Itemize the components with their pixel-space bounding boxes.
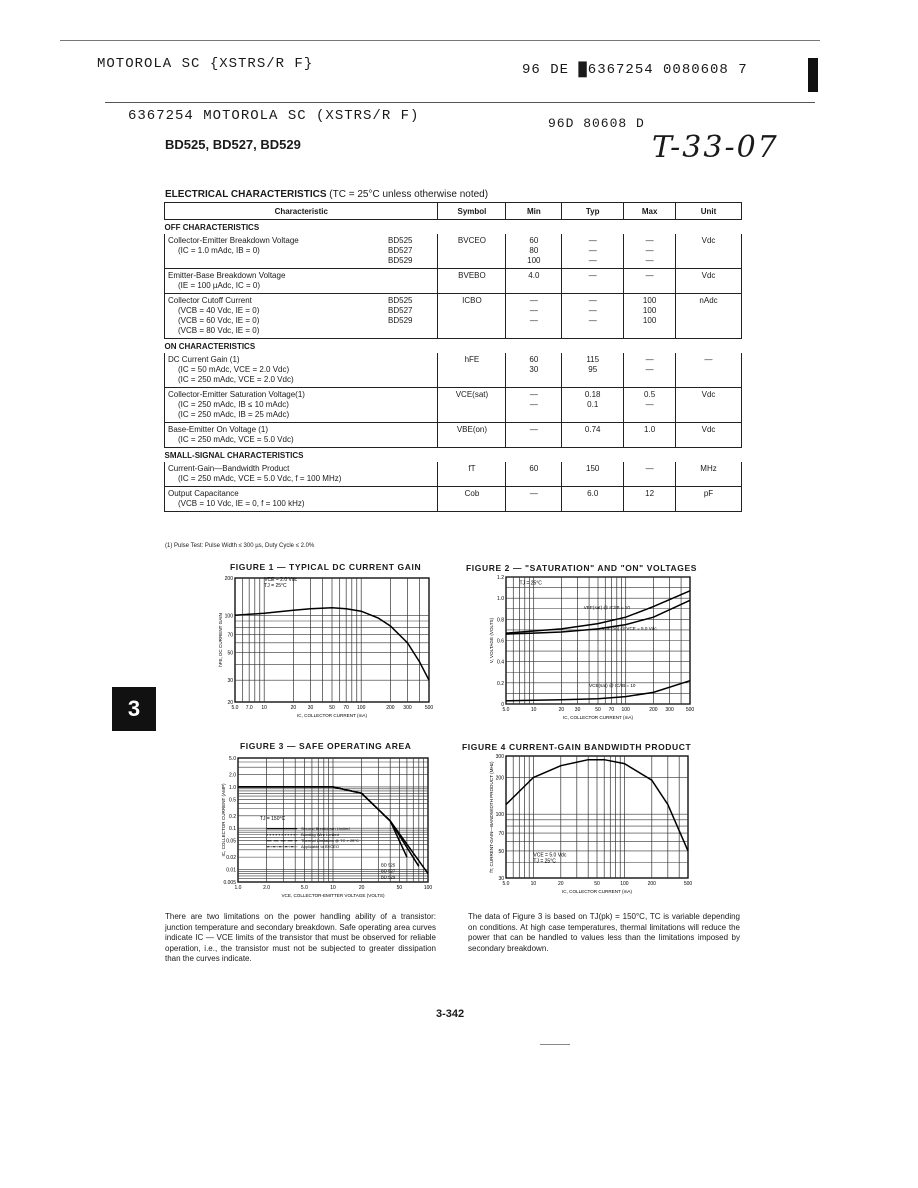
symbol-cell: hFE: [438, 353, 506, 388]
table-row: [165, 388, 742, 423]
unit-cell: nAdc: [676, 294, 742, 339]
device-list: [412, 390, 434, 420]
min-cell: — — —: [506, 294, 562, 339]
symbol-cell: BVCEO: [438, 234, 506, 269]
y-tick-label: 0.4: [497, 659, 504, 666]
handwritten-code: T-33-07: [652, 130, 779, 165]
x-tick-label: 100: [357, 705, 366, 711]
y-tick-label: 50: [498, 848, 504, 855]
characteristic-cell: [165, 353, 438, 388]
max-cell: 0.5 —: [624, 388, 676, 423]
symbol-cell: ICBO: [438, 294, 506, 339]
y-tick-label: 0.2: [229, 813, 236, 820]
symbol-cell: Cob: [438, 487, 506, 512]
x-tick-label: 200: [647, 881, 656, 887]
characteristic-cell: [165, 462, 438, 487]
x-tick-label: 20: [290, 705, 297, 711]
y-tick-label: 100: [495, 812, 504, 819]
y-tick-label: 0.5: [229, 797, 236, 804]
header-line-1-right: 96 DE █6367254 0080608 7: [522, 62, 748, 78]
x-tick-label: 200: [649, 707, 658, 713]
y-tick-label: 30: [227, 678, 233, 685]
x-tick-label: 100: [423, 885, 433, 891]
curve-label: VCE(sat) @ IC/IB = 10: [589, 683, 636, 689]
device-label: BD 527: [380, 868, 396, 874]
section-small-signal: SMALL-SIGNAL CHARACTERISTICS: [164, 451, 304, 460]
x-tick-label: 200: [386, 705, 395, 711]
max-cell: — — —: [624, 234, 676, 269]
x-tick-label: 5.0: [300, 885, 308, 891]
page-number: 3-342: [436, 1008, 465, 1020]
typ-cell: — — —: [562, 294, 624, 339]
y-tick-label: 0.6: [497, 638, 504, 645]
device-list: BD525 BD527 BD529: [388, 296, 413, 325]
table-row: [165, 294, 742, 339]
figure-1-title: FIGURE 1 — TYPICAL DC CURRENT GAIN: [230, 562, 422, 572]
y-tick-label: 1.0: [229, 784, 236, 791]
x-axis-label: IC, COLLECTOR CURRENT (mA): [562, 715, 634, 720]
y-tick-label: 70: [498, 831, 504, 838]
x-axis-label: VCE, COLLECTOR-EMITTER VOLTAGE (VOLTS): [281, 893, 385, 898]
test-condition: (IC = 250 mAdc, VCE = 5.0 Vdc): [178, 435, 294, 444]
typ-cell: 0.18 0.1: [562, 388, 624, 423]
x-tick-label: 20: [558, 881, 564, 887]
unit-cell: Vdc: [676, 423, 742, 448]
max-cell: — —: [624, 353, 676, 388]
test-condition: (IC = 1.0 mAdc, IB = 0): [178, 246, 260, 255]
figure-1-chart: [205, 572, 445, 732]
chart-condition: VCE = 2.0 Vdc: [264, 576, 298, 583]
x-tick-label: 300: [665, 707, 674, 713]
legend-entry: Second Breakdown Limited: [300, 826, 350, 832]
typ-cell: 6.0: [562, 487, 624, 512]
figure-3-title: FIGURE 3 — SAFE OPERATING AREA: [240, 741, 412, 751]
y-tick-label: 1.0: [497, 596, 504, 603]
typ-cell: 150: [562, 462, 624, 487]
min-cell: — —: [506, 388, 562, 423]
typ-cell: 115 95: [562, 353, 624, 388]
characteristic-cell: [165, 388, 438, 423]
characteristic-name: Collector Cutoff Current: [168, 296, 252, 305]
thermal-paragraph: The data of Figure 3 is based on TJ(pk) = 150°C, TC is variable depending on conditions. At high case temperatures, thermal limitations will reduce the power that can be handled to values less than the limitations imposed by secondary breakdown.: [468, 912, 740, 953]
x-tick-label: 10: [530, 881, 537, 887]
min-cell: 60 80 100: [506, 234, 562, 269]
part-numbers: BD525, BD527, BD529: [165, 137, 301, 152]
unit-cell: Vdc: [676, 234, 742, 269]
scan-mark: [808, 58, 818, 92]
min-cell: 4.0: [506, 269, 562, 294]
x-tick-label: 30: [574, 707, 581, 713]
max-cell: 12: [624, 487, 676, 512]
min-cell: 60: [506, 462, 562, 487]
col-header: Typ: [562, 203, 624, 220]
figure-2-chart: [478, 573, 710, 731]
x-tick-label: 5.0: [502, 707, 510, 713]
table-footnote: (1) Pulse Test: Pulse Width ≤ 300 µs, Duty Cycle ≤ 2.0%: [165, 543, 315, 549]
test-condition: (IC = 50 mAdc, VCE = 2.0 Vdc) (IC = 250 mAdc, VCE = 2.0 Vdc): [178, 365, 294, 384]
y-tick-label: 2.0: [229, 772, 236, 779]
x-tick-label: 70: [608, 707, 615, 713]
y-tick-label: 0.1: [229, 826, 236, 833]
test-condition: (VCB = 40 Vdc, IE = 0) (VCB = 60 Vdc, IE = 0) (VCB = 80 Vdc, IE = 0): [178, 306, 260, 335]
header-line-2: 6367254 MOTOROLA SC (XSTRS/R F): [128, 108, 420, 124]
min-cell: 60 30: [506, 353, 562, 388]
y-axis-label: V, VOLTAGE (VOLTS): [489, 617, 494, 664]
figure-3-chart: [208, 752, 448, 910]
chart-condition: TJ = 25°C: [264, 582, 287, 589]
device-list: [412, 464, 434, 484]
y-tick-label: 0.2: [497, 680, 504, 687]
x-tick-label: 500: [685, 707, 695, 713]
scan-line-top: [60, 40, 820, 41]
x-tick-label: 100: [621, 707, 630, 713]
y-axis-label: IC, COLLECTOR CURRENT (AMP): [221, 783, 226, 857]
x-tick-label: 100: [620, 881, 629, 887]
x-tick-label: 30: [307, 705, 314, 711]
characteristic-name: Base-Emitter On Voltage (1): [168, 425, 269, 434]
characteristic-cell: [165, 234, 438, 269]
table-title-condition: (TC = 25°C unless otherwise noted): [329, 189, 489, 200]
symbol-cell: VBE(on): [438, 423, 506, 448]
x-tick-label: 50: [329, 705, 335, 711]
y-tick-label: 5.0: [229, 756, 236, 762]
y-tick-label: 300: [495, 754, 504, 760]
min-cell: —: [506, 423, 562, 448]
y-tick-label: 20: [227, 700, 233, 706]
header-line-2-right: 96D 80608 D: [548, 116, 645, 131]
unit-cell: Vdc: [676, 388, 742, 423]
curve-label: VBE(on) @ VCE = 5.0 Vdc: [601, 625, 657, 631]
typ-cell: —: [562, 269, 624, 294]
characteristic-name: Output Capacitance: [168, 489, 239, 498]
y-tick-label: 0.005: [223, 880, 236, 886]
typ-cell: — — —: [562, 234, 624, 269]
x-tick-label: 500: [683, 881, 693, 887]
device-list: [412, 271, 434, 291]
characteristic-cell: [165, 269, 438, 294]
max-cell: 1.0: [624, 423, 676, 448]
x-tick-label: 2.0: [263, 885, 271, 891]
col-header: Max: [624, 203, 676, 220]
section-tab: 3: [112, 687, 156, 731]
figure-4-chart: [476, 752, 710, 897]
x-tick-label: 10: [530, 707, 537, 713]
x-tick-label: 50: [396, 885, 403, 891]
max-cell: —: [624, 462, 676, 487]
table-row: [165, 423, 742, 448]
unit-cell: MHz: [676, 462, 742, 487]
x-tick-label: 300: [403, 705, 412, 711]
x-tick-label: 500: [424, 705, 434, 711]
x-axis-label: IC, COLLECTOR CURRENT (mA): [561, 889, 633, 894]
y-axis-label: hFE, DC CURRENT GAIN: [218, 613, 223, 667]
col-header: Min: [506, 203, 562, 220]
symbol-cell: VCE(sat): [438, 388, 506, 423]
unit-cell: —: [676, 353, 742, 388]
x-tick-label: 20: [358, 885, 365, 891]
y-tick-label: 50: [227, 650, 233, 657]
legend-entry: Bonding Wire Limited: [300, 832, 339, 838]
chart-condition: VCE = 5.0 Vdc: [533, 852, 567, 859]
unit-cell: Vdc: [676, 269, 742, 294]
header-rule: [105, 102, 815, 103]
characteristic-cell: [165, 487, 438, 512]
curve-label: VBE(sat) @ IC/IB = 10: [583, 604, 630, 610]
table-row: [165, 234, 742, 269]
header-line-1: MOTOROLA SC {XSTRS/R F}: [97, 56, 314, 72]
sola-paragraph: There are two limitations on the power handling ability of a transistor: junction temperature and secondary breakdown. Safe operating area curves indicate IC — VCE limits of the transistor that must be observed for reliable operation, i.e., the transistor must not be subjected to greater dissipation than the curves indicate.: [165, 912, 436, 963]
test-condition: (IC = 250 mAdc, VCE = 5.0 Vdc, f = 100 MHz): [178, 474, 342, 483]
chart-condition: TJ = 150°C: [259, 815, 286, 822]
y-tick-label: 1.2: [497, 575, 504, 581]
scan-mark-bottom: [540, 1044, 570, 1045]
characteristic-name: Collector-Emitter Breakdown Voltage: [168, 236, 299, 245]
x-tick-label: 20: [558, 707, 565, 713]
x-axis-label: IC, COLLECTOR CURRENT (mA): [296, 713, 368, 718]
x-tick-label: 50: [594, 881, 600, 887]
col-header: Characteristic: [165, 203, 438, 220]
x-tick-label: 10: [330, 885, 336, 891]
x-tick-label: 5.0: [502, 881, 510, 887]
table-title-text: ELECTRICAL CHARACTERISTICS: [165, 189, 327, 200]
table-title: [165, 189, 488, 200]
y-tick-label: 30: [498, 876, 504, 882]
characteristic-cell: [165, 294, 438, 339]
table-header-row: [165, 203, 742, 220]
y-tick-label: 0: [501, 702, 504, 708]
col-header: Unit: [676, 203, 742, 220]
y-tick-label: 0.02: [226, 855, 236, 862]
x-tick-label: 70: [343, 705, 349, 711]
y-tick-label: 0.01: [226, 867, 236, 874]
max-cell: 100 100 100: [624, 294, 676, 339]
unit-cell: pF: [676, 487, 742, 512]
table-row: [165, 487, 742, 512]
chart-condition: TJ = 25°C: [533, 858, 556, 865]
test-condition: (IC = 250 mAdc, IB ≤ 10 mAdc) (IC = 250 mAdc, IB = 25 mAdc): [178, 400, 290, 419]
device-list: [412, 355, 434, 385]
y-axis-label: fT, CURRENT-GAIN—BANDWIDTH PRODUCT (MHz): [489, 761, 494, 873]
figure-2-title: FIGURE 2 — "SATURATION" AND "ON" VOLTAGES: [466, 563, 698, 573]
y-tick-label: 200: [495, 775, 504, 782]
x-tick-label: 7.0: [245, 705, 253, 711]
electrical-characteristics-table: [164, 202, 742, 512]
device-list: [412, 425, 434, 445]
test-condition: (VCB = 10 Vdc, IE = 0, f = 100 kHz): [178, 499, 305, 508]
x-tick-label: 5.0: [231, 705, 239, 711]
characteristic-name: Emitter-Base Breakdown Voltage: [168, 271, 286, 280]
y-tick-label: 100: [224, 613, 233, 620]
section-on: ON CHARACTERISTICS: [164, 342, 256, 351]
test-condition: (IE = 100 µAdc, IC = 0): [178, 281, 260, 290]
chart-condition: TJ = 25°C: [519, 580, 542, 587]
legend-entry: Applicable to BVCEO: [300, 844, 339, 850]
device-label: BD 529: [380, 874, 396, 880]
characteristic-name: Collector-Emitter Saturation Voltage(1): [168, 390, 305, 399]
symbol-cell: fT: [438, 462, 506, 487]
y-tick-label: 0.05: [226, 838, 236, 845]
characteristic-name: DC Current Gain (1): [168, 355, 240, 364]
y-tick-label: 0.8: [497, 617, 504, 624]
typ-cell: 0.74: [562, 423, 624, 448]
symbol-cell: BVEBO: [438, 269, 506, 294]
max-cell: —: [624, 269, 676, 294]
device-list: BD525 BD527 BD529: [388, 236, 413, 265]
device-label: BD 525: [380, 862, 396, 868]
table-row: [165, 269, 742, 294]
x-tick-label: 50: [595, 707, 601, 713]
y-tick-label: 200: [224, 576, 233, 582]
table-row: [165, 462, 742, 487]
characteristic-name: Current-Gain—Bandwidth Product: [168, 464, 290, 473]
min-cell: —: [506, 487, 562, 512]
table-row: [165, 353, 742, 388]
col-header: Symbol: [438, 203, 506, 220]
figure-4-title: FIGURE 4 CURRENT-GAIN BANDWIDTH PRODUCT: [462, 742, 692, 752]
characteristic-cell: [165, 423, 438, 448]
section-off: OFF CHARACTERISTICS: [164, 223, 260, 232]
x-tick-label: 1.0: [234, 885, 242, 891]
x-tick-label: 10: [261, 705, 267, 711]
device-list: [412, 489, 434, 509]
legend-entry: Thermal Limitation @ TC = 25°C: [300, 838, 359, 844]
y-tick-label: 70: [227, 632, 233, 639]
